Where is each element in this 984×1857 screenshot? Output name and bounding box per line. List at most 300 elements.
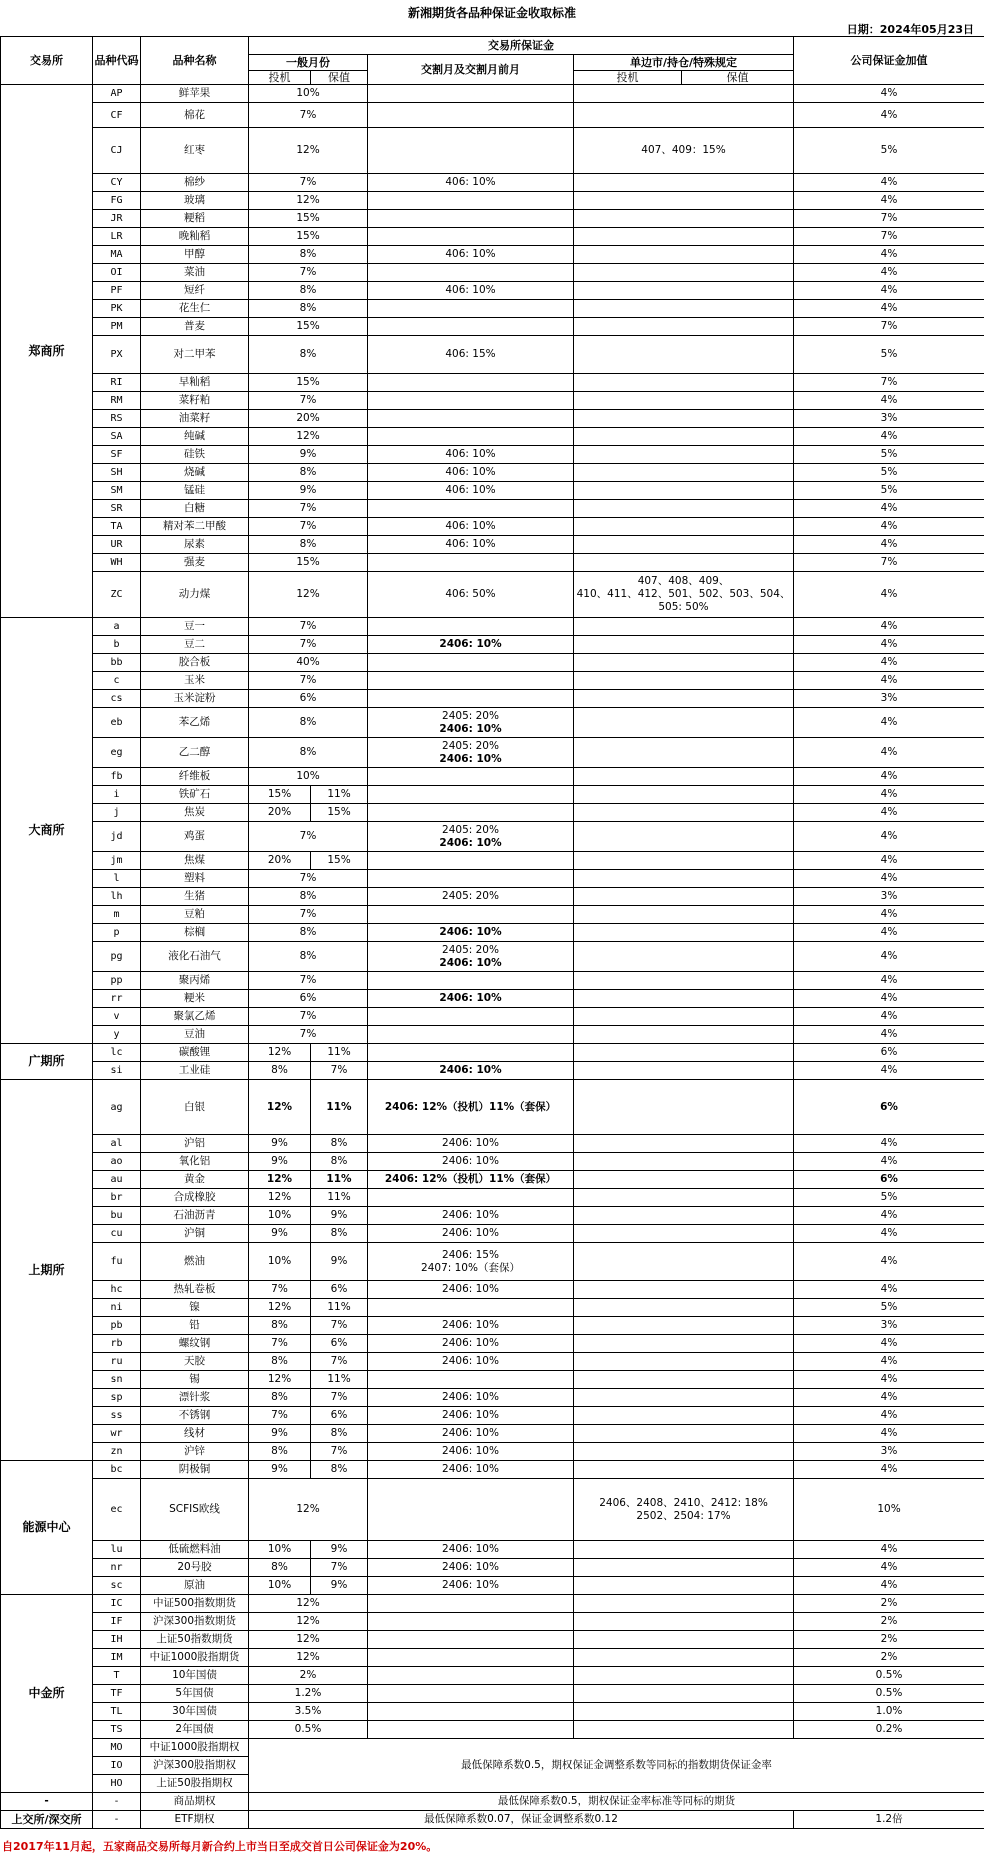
table-row (1, 1371, 984, 1389)
delivery-cell (368, 1044, 574, 1062)
table-row (1, 536, 984, 554)
special-cell (574, 1559, 794, 1577)
name-cell: 早籼稻 (141, 374, 249, 392)
name-cell: 低硫燃料油 (141, 1541, 249, 1559)
name-cell: 菜油 (141, 264, 249, 282)
delivery-cell: 406: 10% (368, 464, 574, 482)
special-cell (574, 128, 794, 174)
name-cell: 晚籼稻 (141, 228, 249, 246)
code-cell: cs (93, 690, 141, 708)
col-spec: 投机 (249, 71, 311, 85)
name-cell: 不锈钢 (141, 1407, 249, 1425)
delivery-cell (368, 1008, 574, 1026)
name-cell: 氧化铝 (141, 1153, 249, 1171)
code-cell: m (93, 906, 141, 924)
delivery-cell: 406: 10% (368, 482, 574, 500)
delivery-cell (368, 85, 574, 103)
add-cell: 4% (794, 1335, 984, 1353)
name-cell: 精对苯二甲酸 (141, 518, 249, 536)
hedge-cell: 11% (311, 1080, 368, 1135)
name-cell: 原油 (141, 1577, 249, 1595)
name-cell: 胶合板 (141, 654, 249, 672)
delivery-cell (368, 1479, 574, 1541)
add-cell: 3% (794, 1443, 984, 1461)
name-cell: 豆二 (141, 636, 249, 654)
table-row (1, 786, 984, 804)
col-hedge: 保值 (311, 71, 368, 85)
spec-cell: 12% (249, 192, 368, 210)
code-cell: ag (93, 1080, 141, 1135)
table-row (1, 128, 984, 174)
spec-cell: 9% (249, 1225, 311, 1243)
special-cell (574, 1479, 794, 1541)
name-cell: 棉花 (141, 103, 249, 128)
table-row (1, 738, 984, 768)
commodity-options-rule: 最低保障系数0.5，期权保证金率标准等同标的期货 (249, 1793, 984, 1811)
table-row (1, 1080, 984, 1135)
delivery-cell: 2406: 10% (368, 1153, 574, 1171)
code-cell: SF (93, 446, 141, 464)
add-cell: 4% (794, 786, 984, 804)
code-cell: fb (93, 768, 141, 786)
add-cell: 4% (794, 174, 984, 192)
spec-cell: 8% (249, 1353, 311, 1371)
delivery-cell (368, 1703, 574, 1721)
spec-cell: 15% (249, 318, 368, 336)
spec-cell: 3.5% (249, 1703, 368, 1721)
add-cell: 4% (794, 1541, 984, 1559)
hedge-cell: 6% (311, 1281, 368, 1299)
add-cell: 1.2倍 (794, 1811, 984, 1829)
special-cell (574, 336, 794, 374)
code-cell: sn (93, 1371, 141, 1389)
delivery-cell (368, 392, 574, 410)
code-cell: TF (93, 1685, 141, 1703)
name-cell: 普麦 (141, 318, 249, 336)
table-row (1, 85, 984, 103)
special-cell (574, 870, 794, 888)
add-cell: 7% (794, 374, 984, 392)
spec-cell: 7% (249, 1281, 311, 1299)
options-rule: 最低保障系数0.5，期权保证金调整系数等同标的指数期货保证金率 (249, 1739, 984, 1793)
code-cell: b (93, 636, 141, 654)
code-cell: si (93, 1062, 141, 1080)
special-cell (574, 1667, 794, 1685)
delivery-cell: 2406: 10% (368, 1135, 574, 1153)
delivery-cell: 406: 50% (368, 572, 574, 618)
spec-cell: 6% (249, 990, 368, 1008)
delivery-cell (368, 210, 574, 228)
delivery-cell (368, 1721, 574, 1739)
name-cell: 合成橡胶 (141, 1189, 249, 1207)
add-cell: 1.0% (794, 1703, 984, 1721)
code-cell: WH (93, 554, 141, 572)
delivery-line: 2405: 20% (442, 709, 499, 722)
delivery-cell (368, 103, 574, 128)
spec-cell: 9% (249, 446, 368, 464)
spec-cell: 12% (249, 1171, 311, 1189)
table-row (1, 1811, 984, 1829)
special-cell (574, 690, 794, 708)
name-cell: 镍 (141, 1299, 249, 1317)
name-cell: 菜籽粕 (141, 392, 249, 410)
special-cell (574, 654, 794, 672)
spec-cell: 8% (249, 1317, 311, 1335)
name-cell: SCFIS欧线 (141, 1479, 249, 1541)
add-cell: 4% (794, 1577, 984, 1595)
special-cell (574, 618, 794, 636)
table-row (1, 852, 984, 870)
table-row (1, 1541, 984, 1559)
name-cell: 沪铝 (141, 1135, 249, 1153)
add-cell: 4% (794, 1008, 984, 1026)
code-cell: pb (93, 1317, 141, 1335)
delivery-cell (368, 654, 574, 672)
spec-cell: 8% (249, 336, 368, 374)
special-cell (574, 1008, 794, 1026)
name-cell: 纤维板 (141, 768, 249, 786)
name-cell: 尿素 (141, 536, 249, 554)
add-cell: 4% (794, 1062, 984, 1080)
delivery-cell: 2406: 10% (368, 1407, 574, 1425)
delivery-cell (368, 554, 574, 572)
special-cell (574, 738, 794, 768)
delivery-cell (368, 942, 574, 972)
table-row (1, 1685, 984, 1703)
col-code: 品种代码 (93, 37, 141, 85)
delivery-cell: 2406: 10% (368, 1281, 574, 1299)
table-row (1, 1135, 984, 1153)
add-cell: 5% (794, 128, 984, 174)
add-cell: 4% (794, 822, 984, 852)
table-row (1, 870, 984, 888)
spec-cell: 9% (249, 482, 368, 500)
name-cell: 红枣 (141, 128, 249, 174)
name-cell: 生猪 (141, 888, 249, 906)
code-cell: pg (93, 942, 141, 972)
special-cell (574, 1044, 794, 1062)
col-delivery: 交割月及交割月前月 (368, 55, 574, 85)
code-cell: lc (93, 1044, 141, 1062)
table-row (1, 618, 984, 636)
add-cell: 2% (794, 1649, 984, 1667)
add-cell: 4% (794, 1026, 984, 1044)
table-row (1, 1613, 984, 1631)
special-cell (574, 1425, 794, 1443)
add-cell: 4% (794, 618, 984, 636)
special-cell (574, 228, 794, 246)
spec-cell: 12% (249, 1044, 311, 1062)
delivery-cell (368, 1299, 574, 1317)
code-cell: fu (93, 1243, 141, 1281)
spec-cell: 7% (249, 870, 368, 888)
code-cell: ec (93, 1479, 141, 1541)
special-cell (574, 804, 794, 822)
col-name: 品种名称 (141, 37, 249, 85)
code-cell: bc (93, 1461, 141, 1479)
add-cell: 5% (794, 336, 984, 374)
hedge-cell: 9% (311, 1243, 368, 1281)
delivery-cell (368, 1667, 574, 1685)
delivery-cell: 406: 10% (368, 518, 574, 536)
special-cell (574, 942, 794, 972)
delivery-cell (368, 618, 574, 636)
hedge-cell: 11% (311, 1299, 368, 1317)
add-cell: 4% (794, 870, 984, 888)
special-cell (574, 1243, 794, 1281)
add-cell: 4% (794, 1207, 984, 1225)
special-cell (574, 1353, 794, 1371)
special-cell (574, 1171, 794, 1189)
spec-cell: 40% (249, 654, 368, 672)
special-cell (574, 906, 794, 924)
name-cell: 热轧卷板 (141, 1281, 249, 1299)
add-cell: 4% (794, 1407, 984, 1425)
code-cell: ZC (93, 572, 141, 618)
hedge-cell: 7% (311, 1317, 368, 1335)
code-cell: SA (93, 428, 141, 446)
table-row (1, 554, 984, 572)
special-cell (574, 246, 794, 264)
report-date: 日期：2024年05月23日 (846, 23, 974, 36)
table-row (1, 446, 984, 464)
exchange-cell: 中金所 (1, 1595, 93, 1793)
table-row (1, 300, 984, 318)
delivery-cell: 2405: 20% (368, 888, 574, 906)
delivery-cell (368, 786, 574, 804)
delivery-cell (368, 708, 574, 738)
code-cell: lh (93, 888, 141, 906)
add-cell: 5% (794, 482, 984, 500)
table-row (1, 1461, 984, 1479)
special-cell (574, 103, 794, 128)
special-cell (574, 264, 794, 282)
delivery-cell: 2406: 10% (368, 1207, 574, 1225)
hedge-cell: 15% (311, 804, 368, 822)
special-cell (574, 1026, 794, 1044)
spec-cell: 8% (249, 464, 368, 482)
code-cell: eb (93, 708, 141, 738)
code-cell: i (93, 786, 141, 804)
special-line: 407、408、409、 (637, 575, 730, 587)
name-cell: ETF期权 (141, 1811, 249, 1829)
table-row (1, 672, 984, 690)
table-row (1, 1703, 984, 1721)
spec-cell: 7% (249, 1335, 311, 1353)
code-cell: CF (93, 103, 141, 128)
table-row (1, 804, 984, 822)
add-cell: 4% (794, 990, 984, 1008)
delivery-line-2: 2406: 10% (439, 752, 502, 765)
add-cell: 3% (794, 690, 984, 708)
special-cell (574, 888, 794, 906)
name-cell: 苯乙烯 (141, 708, 249, 738)
code-cell: MO (93, 1739, 141, 1757)
spec-cell: 8% (249, 1559, 311, 1577)
add-cell: 4% (794, 738, 984, 768)
code-cell: IF (93, 1613, 141, 1631)
add-cell: 3% (794, 410, 984, 428)
name-cell: 天胶 (141, 1353, 249, 1371)
code-cell: SM (93, 482, 141, 500)
delivery-cell: 2406: 12%（投机）11%（套保） (368, 1171, 574, 1189)
code-cell: UR (93, 536, 141, 554)
name-cell: 粳稻 (141, 210, 249, 228)
exchange-cell: 大商所 (1, 618, 93, 1044)
spec-cell: 12% (249, 1371, 311, 1389)
special-cell (574, 85, 794, 103)
add-cell: 2% (794, 1613, 984, 1631)
delivery-cell (368, 500, 574, 518)
name-cell: 30年国债 (141, 1703, 249, 1721)
hedge-cell: 8% (311, 1425, 368, 1443)
delivery-cell (368, 672, 574, 690)
table-row (1, 1479, 984, 1541)
code-cell: jm (93, 852, 141, 870)
special-cell (574, 786, 794, 804)
spec-cell: 10% (249, 768, 368, 786)
spec-cell: 20% (249, 804, 311, 822)
code-cell: au (93, 1171, 141, 1189)
name-cell: 中证1000股指期权 (141, 1739, 249, 1757)
special-cell (574, 1389, 794, 1407)
code-cell: rr (93, 990, 141, 1008)
table-row (1, 1299, 984, 1317)
code-cell: sc (93, 1577, 141, 1595)
add-cell: 2% (794, 1595, 984, 1613)
code-cell: - (93, 1811, 141, 1829)
name-cell: 玻璃 (141, 192, 249, 210)
spec-cell: 8% (249, 246, 368, 264)
special-cell (574, 536, 794, 554)
add-cell: 7% (794, 210, 984, 228)
table-row (1, 1044, 984, 1062)
table-row (1, 103, 984, 128)
add-cell: 4% (794, 768, 984, 786)
special-line: 410、411、412、501、502、503、504、 (576, 588, 791, 600)
code-cell: j (93, 804, 141, 822)
code-cell: p (93, 924, 141, 942)
spec-cell: 1.2% (249, 1685, 368, 1703)
delivery-cell (368, 822, 574, 852)
name-cell: 20号胶 (141, 1559, 249, 1577)
add-cell: 10% (794, 1479, 984, 1541)
delivery-cell (368, 1649, 574, 1667)
name-cell: 塑料 (141, 870, 249, 888)
table-row (1, 1281, 984, 1299)
delivery-line: 2406: 15% (442, 1248, 499, 1261)
spec-cell: 7% (249, 1407, 311, 1425)
special-cell (574, 1189, 794, 1207)
hedge-cell: 8% (311, 1135, 368, 1153)
code-cell: PX (93, 336, 141, 374)
delivery-line-2: 2406: 10% (439, 722, 502, 735)
add-cell: 4% (794, 1425, 984, 1443)
add-cell: 3% (794, 888, 984, 906)
code-cell: OI (93, 264, 141, 282)
name-cell: 沪深300指数期货 (141, 1613, 249, 1631)
add-cell: 4% (794, 500, 984, 518)
table-row (1, 1577, 984, 1595)
special-cell (574, 1225, 794, 1243)
delivery-cell: 2406: 10% (368, 924, 574, 942)
special-cell (574, 554, 794, 572)
name-cell: 燃油 (141, 1243, 249, 1281)
table-row (1, 464, 984, 482)
code-cell: FG (93, 192, 141, 210)
spec-cell: 7% (249, 1008, 368, 1026)
delivery-cell: 2406: 10% (368, 1425, 574, 1443)
table-row (1, 572, 984, 618)
spec-cell: 7% (249, 618, 368, 636)
name-cell: 油菜籽 (141, 410, 249, 428)
spec-cell: 7% (249, 264, 368, 282)
name-cell: 黄金 (141, 1171, 249, 1189)
special-cell (574, 1062, 794, 1080)
spec-cell: 10% (249, 85, 368, 103)
spec-cell: 8% (249, 1443, 311, 1461)
special-cell (574, 1685, 794, 1703)
spec-cell: 12% (249, 1613, 368, 1631)
delivery-cell (368, 768, 574, 786)
col-general: 一般月份 (249, 55, 368, 71)
spec-cell: 8% (249, 1062, 311, 1080)
special-cell (574, 500, 794, 518)
table-row (1, 822, 984, 852)
name-cell: 5年国债 (141, 1685, 249, 1703)
spec-cell: 2% (249, 1667, 368, 1685)
spec-cell: 10% (249, 1207, 311, 1225)
code-cell: al (93, 1135, 141, 1153)
delivery-line: 2405: 20% (442, 823, 499, 836)
name-cell: 锡 (141, 1371, 249, 1389)
add-cell: 4% (794, 192, 984, 210)
table-row (1, 392, 984, 410)
add-cell: 4% (794, 264, 984, 282)
special-cell (574, 636, 794, 654)
delivery-cell: 2406: 10% (368, 1443, 574, 1461)
page-title: 新湘期货各品种保证金收取标准 (407, 6, 576, 20)
code-cell: TS (93, 1721, 141, 1739)
delivery-cell: 2406: 10% (368, 1577, 574, 1595)
add-cell: 4% (794, 636, 984, 654)
table-row (1, 990, 984, 1008)
hedge-cell: 7% (311, 1443, 368, 1461)
code-cell: IO (93, 1757, 141, 1775)
name-cell: 2年国债 (141, 1721, 249, 1739)
table-row (1, 1171, 984, 1189)
table-row (1, 1335, 984, 1353)
special-cell (574, 1207, 794, 1225)
code-cell: v (93, 1008, 141, 1026)
code-cell: SR (93, 500, 141, 518)
delivery-cell: 2406: 10% (368, 1317, 574, 1335)
table-row (1, 518, 984, 536)
add-cell: 4% (794, 1389, 984, 1407)
spec-cell: 7% (249, 972, 368, 990)
name-cell: 豆油 (141, 1026, 249, 1044)
table-row (1, 906, 984, 924)
special-cell (574, 428, 794, 446)
table-row (1, 210, 984, 228)
special-cell (574, 410, 794, 428)
special-cell (574, 972, 794, 990)
table-row (1, 888, 984, 906)
name-cell: 豆一 (141, 618, 249, 636)
delivery-cell: 406: 15% (368, 336, 574, 374)
delivery-line: 2405: 20% (442, 739, 499, 752)
add-cell: 6% (794, 1080, 984, 1135)
